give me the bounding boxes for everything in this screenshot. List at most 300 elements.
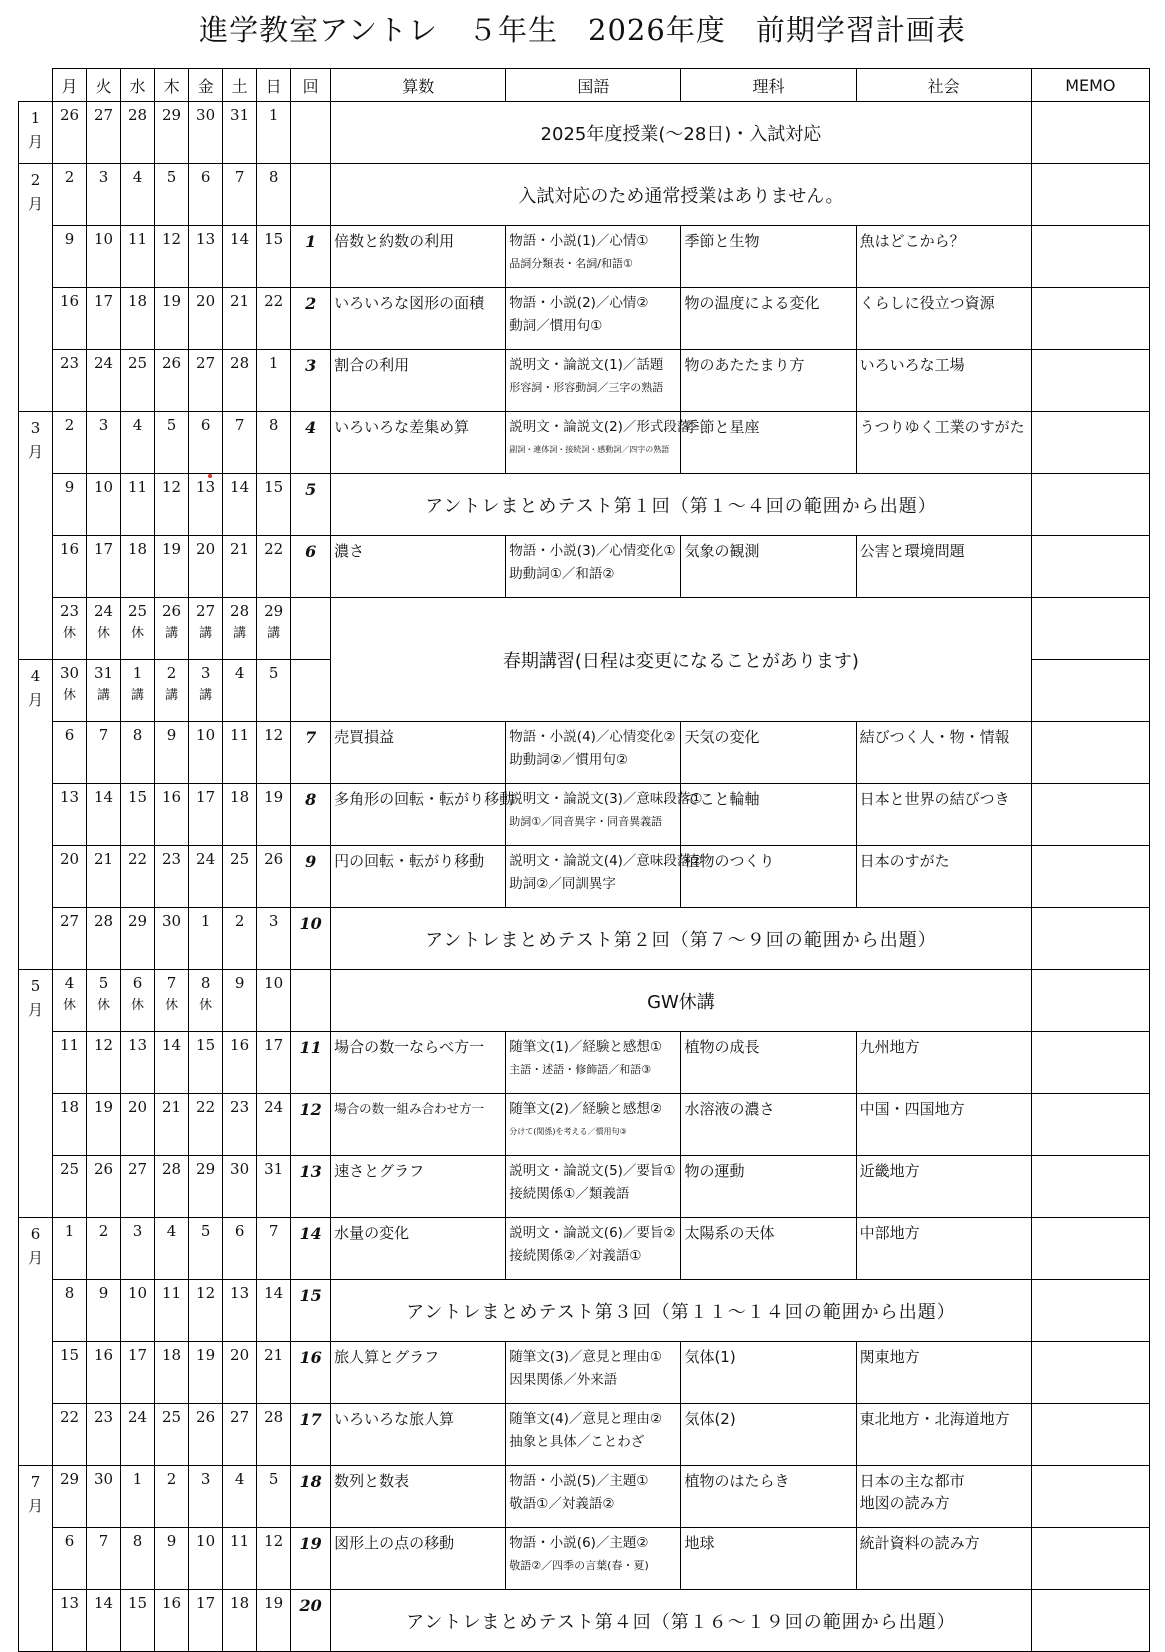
japanese-topic — [506, 226, 681, 288]
social-topic-main: 結びつく人・物・情報 — [859, 728, 1010, 746]
math-topic: 濃さ — [331, 536, 506, 598]
day-number: 4 — [166, 1222, 177, 1240]
day-cell — [87, 1528, 121, 1590]
day-cell — [121, 474, 155, 536]
day-cell — [87, 536, 121, 598]
japanese-topic-main: 説明文・論説文(2)／形式段落 — [509, 419, 691, 435]
day-cell — [87, 474, 121, 536]
day-cell — [53, 226, 87, 288]
day-cell — [155, 474, 189, 536]
day-number: 15 — [128, 788, 148, 806]
day-number: 9 — [64, 230, 75, 248]
japanese-topic — [506, 1404, 681, 1466]
memo-cell[interactable] — [1031, 474, 1149, 536]
day-cell — [223, 784, 257, 846]
header-science: 理科 — [681, 69, 856, 102]
science-topic: 気体(2) — [681, 1404, 856, 1466]
memo-cell[interactable] — [1031, 1032, 1149, 1094]
math-topic: 水量の変化 — [331, 1218, 506, 1280]
day-cell — [223, 722, 257, 784]
lesson-number: 4 — [291, 412, 331, 474]
day-number: 1 — [268, 106, 279, 124]
day-cell — [121, 908, 155, 970]
day-number: 9 — [98, 1284, 109, 1302]
day-cell — [121, 846, 155, 908]
lesson-number: 15 — [291, 1280, 331, 1342]
day-note: 休 — [97, 998, 111, 1013]
memo-cell[interactable] — [1031, 1404, 1149, 1466]
day-note: 休 — [131, 998, 145, 1013]
day-number: 9 — [64, 478, 75, 496]
day-number: 26 — [162, 602, 182, 620]
day-cell — [53, 474, 87, 536]
memo-cell[interactable] — [1031, 102, 1149, 164]
science-topic: 植物のはたらき — [681, 1466, 856, 1528]
day-number: 8 — [200, 974, 211, 992]
japanese-topic — [506, 784, 703, 846]
memo-cell[interactable] — [1031, 288, 1149, 350]
day-number: 23 — [162, 850, 182, 868]
day-number: 19 — [93, 1098, 114, 1116]
day-cell — [257, 660, 291, 722]
science-topic: 物の運動 — [681, 1156, 856, 1218]
memo-cell[interactable] — [1031, 908, 1149, 970]
day-number: 1 — [132, 664, 143, 682]
day-cell — [223, 1032, 257, 1094]
day-cell — [189, 846, 223, 908]
day-cell — [87, 164, 121, 226]
lesson-number — [291, 660, 331, 722]
day-note: 休 — [97, 626, 111, 641]
day-cell — [189, 722, 223, 784]
month-suffix: 月 — [28, 1001, 44, 1019]
day-number: 4 — [234, 1470, 245, 1488]
day-cell — [189, 784, 223, 846]
day-number: 21 — [264, 1346, 284, 1364]
day-cell — [87, 288, 121, 350]
day-number: 15 — [196, 1036, 216, 1054]
test-banner: アントレまとめテスト第３回（第１１～１４回の範囲から出題） — [331, 1280, 1032, 1342]
memo-cell[interactable] — [1031, 784, 1149, 846]
day-number: 28 — [230, 354, 250, 372]
day-number: 2 — [234, 912, 245, 930]
day-cell — [87, 1094, 121, 1156]
day-cell — [121, 288, 155, 350]
month-suffix: 月 — [28, 195, 44, 213]
day-number: 27 — [128, 1160, 148, 1178]
day-number: 4 — [132, 416, 143, 434]
day-number: 12 — [162, 478, 182, 496]
memo-cell[interactable] — [1031, 536, 1149, 598]
lesson-number: 17 — [291, 1404, 331, 1466]
day-number: 30 — [230, 1160, 250, 1178]
day-cell — [53, 1156, 87, 1218]
day-cell — [155, 1590, 189, 1652]
day-number: 20 — [59, 850, 80, 868]
social-topic-main: 日本のすがた — [859, 852, 950, 870]
day-number: 2 — [64, 416, 75, 434]
day-cell — [121, 536, 155, 598]
social-topic-main: 日本の主な都市 — [859, 1472, 965, 1490]
day-cell — [121, 1590, 155, 1652]
social-topic — [856, 846, 1031, 908]
day-cell — [189, 226, 223, 288]
day-number: 8 — [132, 1532, 143, 1550]
day-cell — [155, 908, 189, 970]
japanese-topic-main: 物語・小説(2)／心情② — [509, 295, 649, 311]
day-number: 1 — [132, 1470, 143, 1488]
day-cell — [121, 1528, 155, 1590]
japanese-topic-main: 随筆文(3)／意見と理由① — [509, 1349, 663, 1365]
day-note: 講 — [267, 626, 281, 641]
header-day: 日 — [257, 69, 291, 102]
japanese-topic-grammar: 敬語①／対義語② — [509, 1496, 615, 1512]
math-topic: いろいろな旅人算 — [331, 1404, 506, 1466]
memo-cell[interactable] — [1031, 1156, 1149, 1218]
month-suffix: 月 — [28, 1249, 44, 1267]
lesson-number — [291, 164, 331, 226]
day-cell — [121, 1032, 155, 1094]
memo-cell[interactable] — [1031, 1342, 1149, 1404]
table-row — [19, 1466, 1150, 1528]
day-number: 14 — [93, 788, 114, 806]
social-topic — [856, 722, 1031, 784]
day-number: 27 — [93, 106, 114, 124]
day-number: 19 — [264, 788, 284, 806]
table-row — [19, 226, 1150, 288]
japanese-topic-grammar: 動詞／慣用句① — [509, 318, 603, 334]
japanese-topic — [506, 846, 703, 908]
day-number: 8 — [268, 168, 279, 186]
memo-cell[interactable] — [1031, 1590, 1149, 1652]
science-topic: 天気の変化 — [681, 722, 856, 784]
day-cell — [189, 1280, 223, 1342]
memo-cell[interactable] — [1031, 1280, 1149, 1342]
japanese-topic-grammar: 形容詞・形容動詞／三字の熟語 — [509, 381, 664, 394]
header-day: 水 — [121, 69, 155, 102]
month-number: 1 — [30, 109, 41, 127]
day-cell — [87, 412, 121, 474]
day-cell — [189, 598, 223, 660]
day-cell — [121, 784, 155, 846]
day-cell — [155, 412, 189, 474]
day-cell — [53, 1094, 87, 1156]
schedule-table — [18, 68, 1150, 1652]
lesson-number: 8 — [291, 784, 331, 846]
social-topic-main: 公害と環境問題 — [859, 542, 965, 560]
day-note: 講 — [165, 626, 179, 641]
lesson-number: 9 — [291, 846, 331, 908]
japanese-topic-main: 説明文・論説文(3)／意味段落① — [509, 791, 703, 807]
day-note: 休 — [63, 626, 77, 641]
day-note: 講 — [165, 688, 179, 703]
day-cell — [189, 970, 223, 1032]
day-cell — [223, 474, 257, 536]
day-number: 7 — [234, 416, 245, 434]
day-number: 24 — [264, 1098, 284, 1116]
day-cell — [87, 102, 121, 164]
day-cell — [257, 1466, 291, 1528]
social-topic-main: 東北地方・北海道地方 — [859, 1410, 1010, 1428]
day-number: 21 — [162, 1098, 182, 1116]
day-cell — [87, 1342, 121, 1404]
day-note: 講 — [199, 626, 213, 641]
day-cell — [223, 412, 257, 474]
memo-cell[interactable] — [1031, 164, 1149, 226]
science-topic: 地球 — [681, 1528, 856, 1590]
day-number: 16 — [59, 540, 80, 558]
day-number: 16 — [162, 1594, 182, 1612]
day-cell — [155, 1528, 189, 1590]
social-topic-main: 日本と世界の結びつき — [859, 790, 1010, 808]
memo-cell[interactable] — [1031, 1466, 1149, 1528]
header-day: 火 — [87, 69, 121, 102]
day-number: 11 — [128, 478, 148, 496]
day-cell — [121, 1218, 155, 1280]
day-number: 24 — [93, 602, 114, 620]
day-number: 19 — [162, 292, 182, 310]
memo-cell[interactable] — [1031, 598, 1149, 660]
science-topic: 物のあたたまり方 — [681, 350, 856, 412]
day-number: 10 — [93, 478, 114, 496]
day-cell — [121, 1156, 155, 1218]
day-cell — [189, 1528, 223, 1590]
lesson-number: 16 — [291, 1342, 331, 1404]
japanese-topic-grammar: 接続関係②／対義語① — [509, 1248, 642, 1264]
memo-cell[interactable] — [1031, 1094, 1149, 1156]
day-cell — [155, 536, 189, 598]
day-number: 12 — [264, 1532, 284, 1550]
notice-banner: GW休講 — [331, 970, 1032, 1032]
math-topic: 割合の利用 — [331, 350, 506, 412]
japanese-topic — [506, 412, 691, 474]
day-number: 19 — [162, 540, 182, 558]
memo-cell[interactable] — [1031, 1218, 1149, 1280]
day-number: 5 — [166, 416, 177, 434]
notice-banner: 入試対応のため通常授業はありません。 — [331, 164, 1032, 226]
day-cell — [155, 164, 189, 226]
lesson-number: 19 — [291, 1528, 331, 1590]
day-cell — [257, 412, 291, 474]
table-row — [19, 722, 1150, 784]
day-number: 22 — [196, 1098, 216, 1116]
day-number: 30 — [196, 106, 216, 124]
lesson-number: 20 — [291, 1590, 331, 1652]
day-number: 18 — [59, 1098, 80, 1116]
day-cell — [189, 350, 223, 412]
math-topic: 図形上の点の移動 — [331, 1528, 506, 1590]
day-number: 14 — [93, 1594, 114, 1612]
japanese-topic — [506, 1342, 681, 1404]
memo-cell[interactable] — [1031, 350, 1149, 412]
day-cell — [87, 1404, 121, 1466]
day-note: 講 — [199, 688, 213, 703]
day-cell — [257, 102, 291, 164]
day-cell — [223, 350, 257, 412]
month-number: 6 — [30, 1225, 41, 1243]
month-label — [19, 1218, 53, 1466]
day-cell — [53, 350, 87, 412]
memo-cell[interactable] — [1031, 1528, 1149, 1590]
day-cell — [189, 1404, 223, 1466]
day-number: 23 — [59, 354, 80, 372]
day-number: 25 — [59, 1160, 80, 1178]
day-cell — [189, 102, 223, 164]
day-number: 7 — [166, 974, 177, 992]
japanese-topic-main: 物語・小説(3)／心情変化① — [509, 543, 676, 559]
lesson-number: 10 — [291, 908, 331, 970]
table-row — [19, 102, 1150, 164]
header-social: 社会 — [856, 69, 1031, 102]
month-number: 5 — [30, 977, 41, 995]
day-cell — [257, 1094, 291, 1156]
day-cell — [155, 1032, 189, 1094]
japanese-topic-main: 説明文・論説文(1)／話題 — [509, 357, 664, 373]
day-cell — [53, 1280, 87, 1342]
month-label — [19, 660, 53, 970]
month-number: 4 — [30, 667, 41, 685]
social-topic-main: 魚はどこから？ — [859, 232, 965, 250]
day-cell — [53, 784, 87, 846]
japanese-topic — [506, 722, 681, 784]
month-number: 3 — [30, 419, 41, 437]
month-number: 7 — [30, 1473, 41, 1491]
day-number: 11 — [230, 726, 250, 744]
social-topic — [856, 1218, 1031, 1280]
japanese-topic-grammar: 因果関係／外来語 — [509, 1372, 618, 1388]
day-number: 23 — [230, 1098, 250, 1116]
day-cell — [155, 1280, 189, 1342]
day-cell — [257, 164, 291, 226]
lesson-number — [291, 970, 331, 1032]
day-number: 14 — [230, 478, 250, 496]
memo-cell[interactable] — [1031, 846, 1149, 908]
social-topic — [856, 784, 1031, 846]
day-cell — [53, 1466, 87, 1528]
day-cell — [189, 1342, 223, 1404]
table-row — [19, 784, 1150, 846]
day-cell — [87, 226, 121, 288]
day-number: 6 — [64, 1532, 75, 1550]
day-number: 30 — [162, 912, 182, 930]
day-note: 休 — [63, 688, 77, 703]
day-cell — [155, 1218, 189, 1280]
day-number: 10 — [196, 726, 216, 744]
social-topic — [856, 226, 1031, 288]
memo-cell[interactable] — [1031, 722, 1149, 784]
day-number: 5 — [268, 1470, 279, 1488]
day-cell — [121, 164, 155, 226]
day-number: 17 — [196, 1594, 216, 1612]
table-row — [19, 350, 1150, 412]
day-number: 15 — [128, 1594, 148, 1612]
month-suffix: 月 — [28, 691, 44, 709]
day-number: 27 — [230, 1408, 250, 1426]
day-cell — [155, 846, 189, 908]
day-cell — [189, 288, 223, 350]
day-cell — [257, 908, 291, 970]
day-number: 2 — [166, 1470, 177, 1488]
social-topic-main: 関東地方 — [859, 1348, 920, 1366]
month-label — [19, 970, 53, 1218]
japanese-topic-main: 物語・小説(1)／心情① — [509, 233, 649, 249]
day-number: 5 — [200, 1222, 211, 1240]
month-suffix: 月 — [28, 443, 44, 461]
day-number: 14 — [264, 1284, 284, 1302]
math-topic: 速さとグラフ — [331, 1156, 506, 1218]
day-cell — [121, 722, 155, 784]
lesson-number: 2 — [291, 288, 331, 350]
month-label — [19, 1466, 53, 1652]
day-cell — [87, 1032, 121, 1094]
day-cell — [189, 1590, 223, 1652]
day-cell — [257, 722, 291, 784]
day-number: 9 — [166, 726, 177, 744]
day-cell — [87, 1218, 121, 1280]
social-topic-main: 近畿地方 — [859, 1162, 920, 1180]
science-topic: 太陽系の天体 — [681, 1218, 856, 1280]
day-cell — [223, 288, 257, 350]
month-label — [19, 102, 53, 164]
day-number: 12 — [196, 1284, 216, 1302]
day-cell — [189, 536, 223, 598]
day-cell — [155, 722, 189, 784]
day-cell — [53, 412, 87, 474]
day-cell — [223, 846, 257, 908]
social-topic — [856, 1094, 1031, 1156]
day-cell — [121, 1342, 155, 1404]
lesson-number: 5 — [291, 474, 331, 536]
japanese-topic-main: 随筆文(1)／経験と感想① — [509, 1039, 663, 1055]
day-cell — [121, 660, 155, 722]
day-cell — [121, 970, 155, 1032]
science-topic: 水溶液の濃さ — [681, 1094, 856, 1156]
day-cell — [155, 350, 189, 412]
day-cell — [257, 1404, 291, 1466]
day-number: 28 — [230, 602, 250, 620]
day-number: 3 — [200, 1470, 211, 1488]
day-cell — [223, 536, 257, 598]
month-label — [19, 164, 53, 412]
math-topic: 旅人算とグラフ — [331, 1342, 506, 1404]
day-number: 29 — [162, 106, 182, 124]
science-topic: 気象の観測 — [681, 536, 856, 598]
day-number: 28 — [93, 912, 114, 930]
day-number: 20 — [196, 292, 216, 310]
math-topic: いろいろな差集め算 — [331, 412, 506, 474]
memo-cell[interactable] — [1031, 412, 1149, 474]
day-number: 18 — [230, 1594, 250, 1612]
day-number: 27 — [196, 602, 216, 620]
day-cell — [257, 1342, 291, 1404]
day-number: 16 — [93, 1346, 114, 1364]
day-cell — [121, 1404, 155, 1466]
memo-cell[interactable] — [1031, 970, 1149, 1032]
test-banner: アントレまとめテスト第１回（第１～４回の範囲から出題） — [331, 474, 1032, 536]
day-number: 3 — [268, 912, 279, 930]
day-number: 26 — [196, 1408, 216, 1426]
memo-cell[interactable] — [1031, 226, 1149, 288]
day-number: 26 — [93, 1160, 114, 1178]
day-note: 休 — [131, 626, 145, 641]
social-topic-main: いろいろな工場 — [859, 356, 965, 374]
day-cell — [53, 102, 87, 164]
social-topic — [856, 288, 1031, 350]
memo-cell[interactable] — [1031, 660, 1149, 722]
japanese-topic-main: 説明文・論説文(5)／要旨① — [509, 1163, 676, 1179]
day-cell — [189, 1218, 223, 1280]
social-topic — [856, 1528, 1031, 1590]
